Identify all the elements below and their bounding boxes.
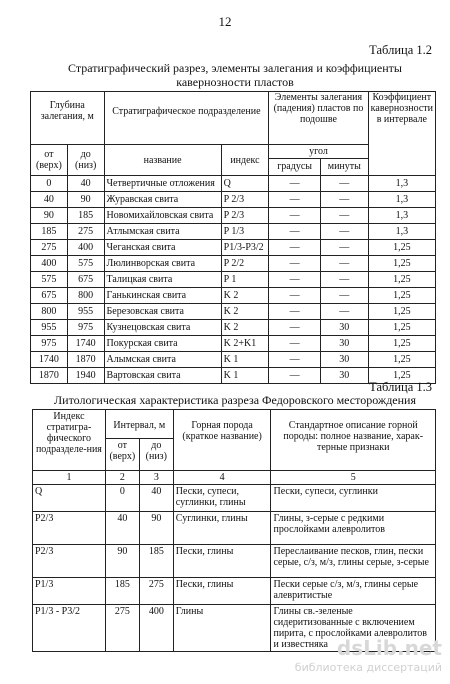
cell-from: 675 xyxy=(31,288,68,304)
cell-from: 575 xyxy=(31,272,68,288)
header-angle: угол xyxy=(269,145,368,159)
table-caption: Таблица 1.2 xyxy=(369,43,432,57)
cell-index: P1/3 xyxy=(33,578,106,605)
cell-from: 0 xyxy=(31,176,68,192)
cell-deg: — xyxy=(269,336,321,352)
cell-index: P 1/3 xyxy=(221,224,269,240)
column-number: 2 xyxy=(105,471,139,485)
header-from: от (верх) xyxy=(31,145,68,176)
cell-from: 400 xyxy=(31,256,68,272)
cell-deg: — xyxy=(269,192,321,208)
cell-name: Четвертичные отложения xyxy=(104,176,221,192)
cell-to: 400 xyxy=(139,605,173,652)
cell-to: 400 xyxy=(67,240,104,256)
cell-to: 800 xyxy=(67,288,104,304)
cell-from: 1740 xyxy=(31,352,68,368)
cell-to: 185 xyxy=(67,208,104,224)
header-coef: Коэффициент кавернозности в интервале xyxy=(368,92,435,176)
cell-from: 1870 xyxy=(31,368,68,384)
cell-index: K 2 xyxy=(221,304,269,320)
header-strat: Стратиграфическое подразделение xyxy=(104,92,269,145)
table-row xyxy=(33,578,436,605)
page-number: 12 xyxy=(218,14,232,29)
cell-to: 1740 xyxy=(67,336,104,352)
table-title: Стратиграфический разрез, элементы залегания и коэффициенты кавернозности пластов xyxy=(68,61,402,89)
cell-to: 275 xyxy=(139,578,173,605)
cell-deg: — xyxy=(269,368,321,384)
table-row xyxy=(31,192,436,208)
cell-index: P 2/2 xyxy=(221,256,269,272)
cell-min: — xyxy=(320,208,368,224)
cell-to: 40 xyxy=(139,485,173,512)
cell-to: 1870 xyxy=(67,352,104,368)
table-row xyxy=(31,336,436,352)
table-row xyxy=(31,288,436,304)
cell-min: — xyxy=(320,176,368,192)
cell-min: — xyxy=(320,272,368,288)
cell-to: 975 xyxy=(67,320,104,336)
cell-name: Атлымская свита xyxy=(104,224,221,240)
cell-min: — xyxy=(320,240,368,256)
header-to: до (низ) xyxy=(67,145,104,176)
table-row xyxy=(31,256,436,272)
cell-to: 675 xyxy=(67,272,104,288)
cell-index: Q xyxy=(221,176,269,192)
cell-k: 1,25 xyxy=(368,272,435,288)
cell-index: K 1 xyxy=(221,352,269,368)
header-index: Индекс стратигра-фического подразделе-ния xyxy=(33,410,106,471)
cell-deg: — xyxy=(269,224,321,240)
table-row xyxy=(33,512,436,545)
table-row xyxy=(31,320,436,336)
header-elements: Элементы залегания (падения) пластов по подошве xyxy=(269,92,368,145)
cell-deg: — xyxy=(269,304,321,320)
cell-from: 40 xyxy=(105,512,139,545)
cell-index: P2/3 xyxy=(33,512,106,545)
table-row xyxy=(31,272,436,288)
cell-index: P2/3 xyxy=(33,545,106,578)
cell-index: K 1 xyxy=(221,368,269,384)
cell-index: P 1 xyxy=(221,272,269,288)
cell-from: 90 xyxy=(31,208,68,224)
cell-index: P 2/3 xyxy=(221,208,269,224)
cell-deg: — xyxy=(269,256,321,272)
cell-min: 30 xyxy=(320,320,368,336)
cell-rock: Глины xyxy=(173,605,271,652)
cell-deg: — xyxy=(269,352,321,368)
cell-deg: — xyxy=(269,176,321,192)
cell-from: 975 xyxy=(31,336,68,352)
cell-desc: Пески серые с/з, м/з, глины серые алевритистые xyxy=(271,578,436,605)
cell-k: 1,25 xyxy=(368,320,435,336)
table-row xyxy=(33,485,436,512)
header-to: до (низ) xyxy=(139,439,173,471)
cell-from: 275 xyxy=(31,240,68,256)
cell-from: 955 xyxy=(31,320,68,336)
header-minutes: минуты xyxy=(320,158,368,175)
cell-name: Алымская свита xyxy=(104,352,221,368)
cell-k: 1,3 xyxy=(368,208,435,224)
table-row xyxy=(33,545,436,578)
header-depth: Глубина залегания, м xyxy=(31,92,105,145)
cell-from: 90 xyxy=(105,545,139,578)
cell-rock: Пески, супеси, суглинки, глины xyxy=(173,485,271,512)
column-number: 1 xyxy=(33,471,106,485)
column-number: 4 xyxy=(173,471,271,485)
cell-min: — xyxy=(320,224,368,240)
cell-k: 1,25 xyxy=(368,240,435,256)
watermark-subtitle: библиотека диссертаций xyxy=(294,661,442,674)
cell-deg: — xyxy=(269,320,321,336)
cell-name: Покурская свита xyxy=(104,336,221,352)
cell-name: Чеганская свита xyxy=(104,240,221,256)
cell-name: Ганькинская свита xyxy=(104,288,221,304)
cell-desc: Глины, з-серые с редкими прослойками алевролитов xyxy=(271,512,436,545)
cell-index: K 2 xyxy=(221,320,269,336)
table-row xyxy=(31,208,436,224)
cell-index: P1/3-P3/2 xyxy=(221,240,269,256)
cell-to: 185 xyxy=(139,545,173,578)
cell-rock: Пески, глины xyxy=(173,578,271,605)
cell-name: Люлинворская свита xyxy=(104,256,221,272)
cell-from: 0 xyxy=(105,485,139,512)
cell-k: 1,3 xyxy=(368,224,435,240)
cell-min: 30 xyxy=(320,368,368,384)
cell-desc: Глины св.-зеленые сидеритизованные с включением пирита, с прослойками алевролитов и известняка xyxy=(271,605,436,652)
header-interval: Интервал, м xyxy=(105,410,173,439)
cell-min: — xyxy=(320,256,368,272)
cell-deg: — xyxy=(269,272,321,288)
cell-to: 40 xyxy=(67,176,104,192)
cell-name: Журавская свита xyxy=(104,192,221,208)
cell-index: Q xyxy=(33,485,106,512)
header-rock: Горная порода (краткое название) xyxy=(173,410,271,471)
cell-name: Новомихайловская свита xyxy=(104,208,221,224)
cell-k: 1,25 xyxy=(368,288,435,304)
cell-deg: — xyxy=(269,208,321,224)
header-index: индекс xyxy=(221,145,269,176)
cell-k: 1,25 xyxy=(368,256,435,272)
cell-min: 30 xyxy=(320,352,368,368)
cell-desc: Переслаивание песков, глин, пески серые, с/з, м/з, глины серые, з-серые xyxy=(271,545,436,578)
cell-deg: — xyxy=(269,240,321,256)
cell-k: 1,25 xyxy=(368,352,435,368)
cell-min: — xyxy=(320,304,368,320)
lithology-table xyxy=(32,409,436,652)
cell-k: 1,3 xyxy=(368,192,435,208)
watermark-logo: dsLib.net xyxy=(336,636,442,660)
header-name: название xyxy=(104,145,221,176)
table-row xyxy=(31,304,436,320)
cell-name: Березовская свита xyxy=(104,304,221,320)
cell-from: 40 xyxy=(31,192,68,208)
cell-from: 185 xyxy=(105,578,139,605)
header-description: Стандартное описание горной породы: полное название, харак-терные признаки xyxy=(271,410,436,471)
cell-min: — xyxy=(320,192,368,208)
cell-desc: Пески, супеси, суглинки xyxy=(271,485,436,512)
cell-name: Талицкая свита xyxy=(104,272,221,288)
stratigraphy-table xyxy=(30,91,436,384)
cell-index: K 2 xyxy=(221,288,269,304)
cell-to: 575 xyxy=(67,256,104,272)
table-caption: Таблица 1.3 xyxy=(369,380,432,394)
cell-k: 1,3 xyxy=(368,176,435,192)
cell-to: 90 xyxy=(67,192,104,208)
column-number: 3 xyxy=(139,471,173,485)
cell-name: Вартовская свита xyxy=(104,368,221,384)
cell-from: 185 xyxy=(31,224,68,240)
cell-to: 955 xyxy=(67,304,104,320)
cell-k: 1,25 xyxy=(368,304,435,320)
cell-from: 800 xyxy=(31,304,68,320)
cell-deg: — xyxy=(269,288,321,304)
cell-from: 275 xyxy=(105,605,139,652)
cell-index: P 2/3 xyxy=(221,192,269,208)
cell-min: — xyxy=(320,288,368,304)
table-title: Литологическая характеристика разреза Федоровского месторождения xyxy=(54,393,416,407)
cell-to: 90 xyxy=(139,512,173,545)
cell-index: K 2+K1 xyxy=(221,336,269,352)
watermark xyxy=(295,636,442,674)
cell-k: 1,25 xyxy=(368,368,435,384)
cell-rock: Суглинки, глины xyxy=(173,512,271,545)
cell-to: 275 xyxy=(67,224,104,240)
table-row xyxy=(31,176,436,192)
cell-k: 1,25 xyxy=(368,336,435,352)
table-row xyxy=(31,352,436,368)
table-row xyxy=(31,240,436,256)
column-number: 5 xyxy=(271,471,436,485)
cell-to: 1940 xyxy=(67,368,104,384)
header-degrees: градусы xyxy=(269,158,321,175)
table-row xyxy=(31,224,436,240)
header-from: от (верх) xyxy=(105,439,139,471)
cell-index: P1/3 - P3/2 xyxy=(33,605,106,652)
cell-rock: Пески, глины xyxy=(173,545,271,578)
cell-min: 30 xyxy=(320,336,368,352)
cell-name: Кузнецовская свита xyxy=(104,320,221,336)
